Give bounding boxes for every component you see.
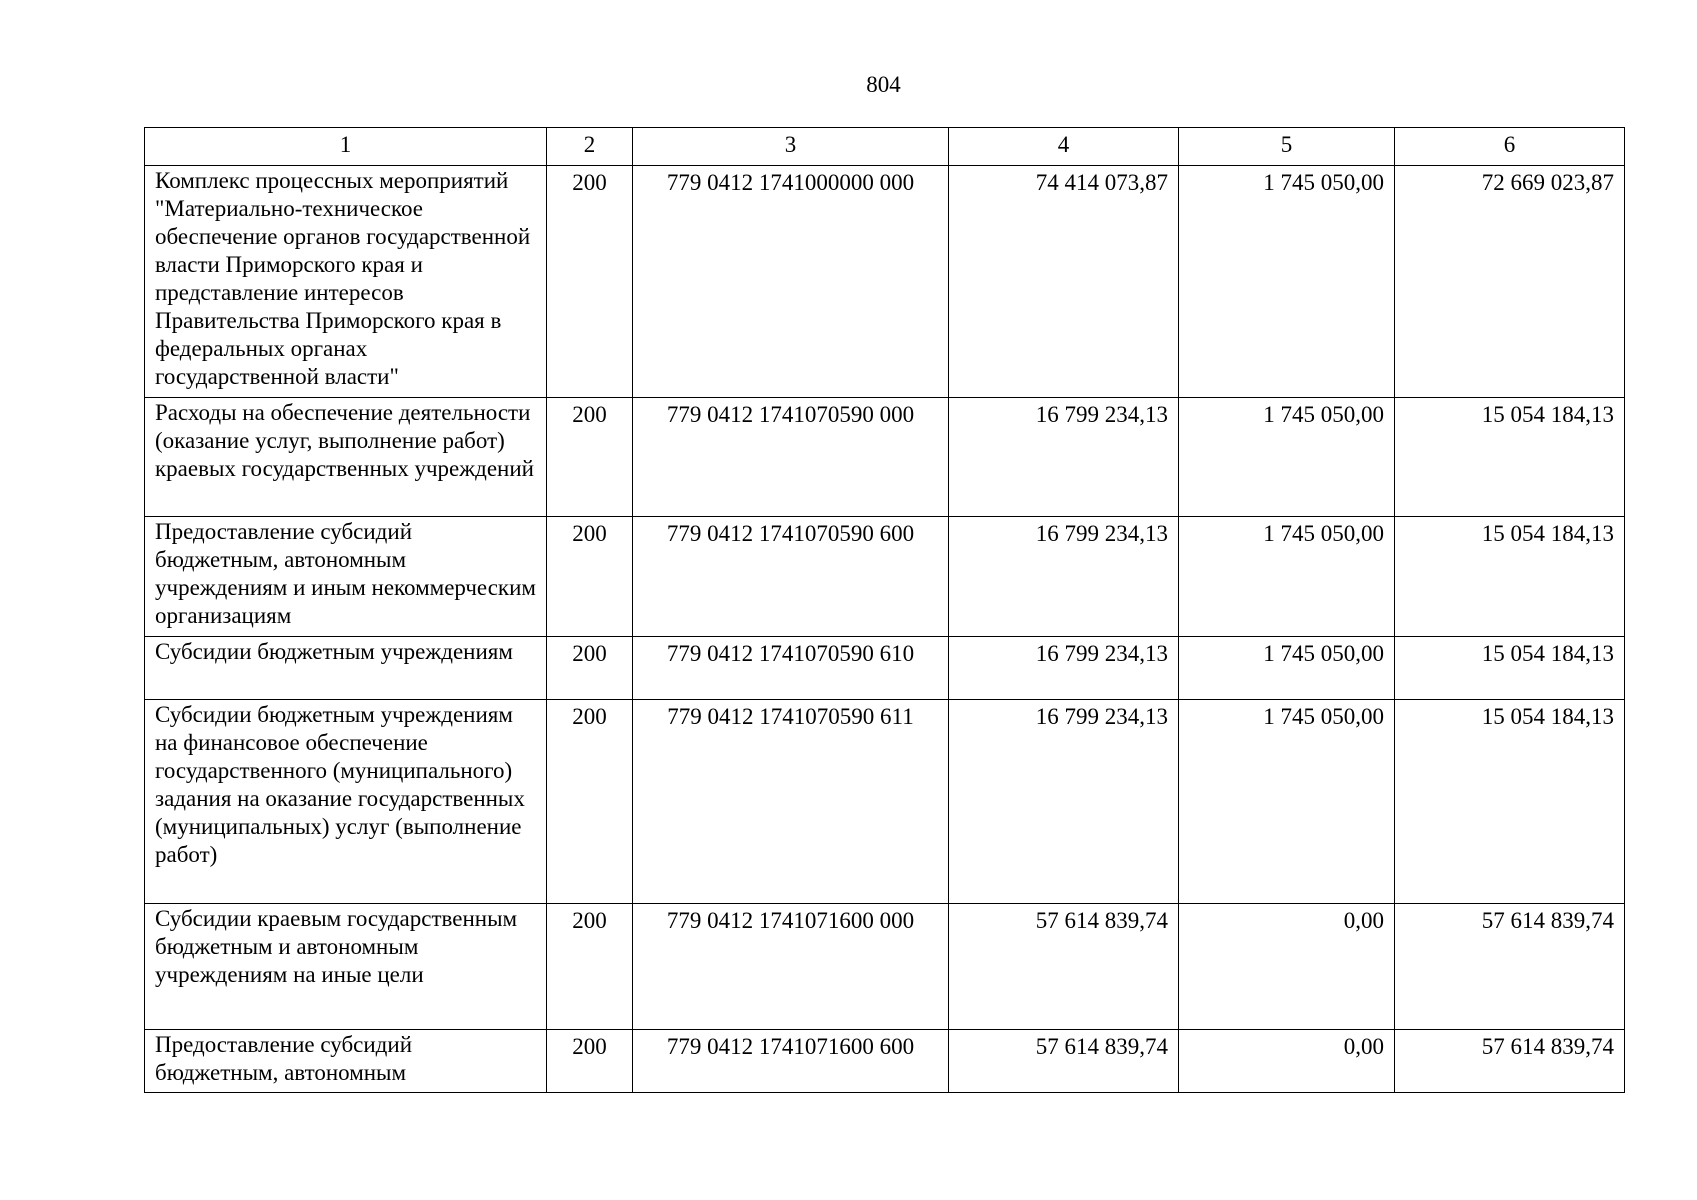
- row-kbk: 779 0412 1741071600 600: [633, 1030, 949, 1093]
- row-col6: 57 614 839,74: [1395, 1030, 1625, 1093]
- row-code: 200: [547, 166, 633, 398]
- table-header-row: [145, 128, 1625, 166]
- row-col6: 15 054 184,13: [1395, 517, 1625, 637]
- row-col4: 57 614 839,74: [949, 904, 1179, 1030]
- budget-table: [144, 127, 1625, 1093]
- table-row: [145, 1030, 1625, 1093]
- row-col5: 1 745 050,00: [1179, 398, 1395, 517]
- row-col5: 1 745 050,00: [1179, 700, 1395, 904]
- row-name: Субсидии краевым государственным бюджетным и автономным учреждениям на иные цели: [145, 904, 547, 1030]
- row-col6: 15 054 184,13: [1395, 398, 1625, 517]
- row-col4: 57 614 839,74: [949, 1030, 1179, 1093]
- table-row: [145, 517, 1625, 637]
- row-code: 200: [547, 700, 633, 904]
- row-name: Субсидии бюджетным учреждениям: [145, 637, 547, 700]
- row-col4: 16 799 234,13: [949, 700, 1179, 904]
- table-row: [145, 637, 1625, 700]
- row-col6: 72 669 023,87: [1395, 166, 1625, 398]
- table-row: [145, 904, 1625, 1030]
- row-code: 200: [547, 398, 633, 517]
- row-kbk: 779 0412 1741070590 610: [633, 637, 949, 700]
- table-row: [145, 166, 1625, 398]
- column-header: 1: [145, 128, 547, 166]
- row-kbk: 779 0412 1741070590 611: [633, 700, 949, 904]
- row-code: 200: [547, 517, 633, 637]
- row-code: 200: [547, 1030, 633, 1093]
- page-number: 804: [866, 72, 901, 97]
- row-col6: 15 054 184,13: [1395, 700, 1625, 904]
- row-col5: 0,00: [1179, 904, 1395, 1030]
- row-name: Расходы на обеспечение деятельности (оказание услуг, выполнение работ) краевых государственных учреждений: [145, 398, 547, 517]
- table-row: [145, 398, 1625, 517]
- row-kbk: 779 0412 1741000000 000: [633, 166, 949, 398]
- row-col6: 57 614 839,74: [1395, 904, 1625, 1030]
- row-col4: 16 799 234,13: [949, 398, 1179, 517]
- row-col5: 1 745 050,00: [1179, 517, 1395, 637]
- row-name: Субсидии бюджетным учреждениям на финансовое обеспечение государственного (муниципального) задания на оказание государственных (муниципальных) услуг (выполнение работ): [145, 700, 547, 904]
- row-name: Комплекс процессных мероприятий "Материально-техническое обеспечение органов государственной власти Приморского края и представление интересов Правительства Приморского края в федеральных органах государственной власти": [145, 166, 547, 398]
- row-code: 200: [547, 904, 633, 1030]
- row-name: Предоставление субсидий бюджетным, автономным: [145, 1030, 547, 1093]
- row-kbk: 779 0412 1741070590 600: [633, 517, 949, 637]
- column-header: 5: [1179, 128, 1395, 166]
- row-col4: 74 414 073,87: [949, 166, 1179, 398]
- column-header: 3: [633, 128, 949, 166]
- row-name: Предоставление субсидий бюджетным, автономным учреждениям и иным некоммерческим организациям: [145, 517, 547, 637]
- table-row: [145, 700, 1625, 904]
- row-kbk: 779 0412 1741070590 000: [633, 398, 949, 517]
- row-col5: 1 745 050,00: [1179, 166, 1395, 398]
- column-header: 4: [949, 128, 1179, 166]
- row-col5: 0,00: [1179, 1030, 1395, 1093]
- column-header: 2: [547, 128, 633, 166]
- column-header: 6: [1395, 128, 1625, 166]
- row-col6: 15 054 184,13: [1395, 637, 1625, 700]
- row-col4: 16 799 234,13: [949, 517, 1179, 637]
- row-kbk: 779 0412 1741071600 000: [633, 904, 949, 1030]
- row-code: 200: [547, 637, 633, 700]
- row-col4: 16 799 234,13: [949, 637, 1179, 700]
- row-col5: 1 745 050,00: [1179, 637, 1395, 700]
